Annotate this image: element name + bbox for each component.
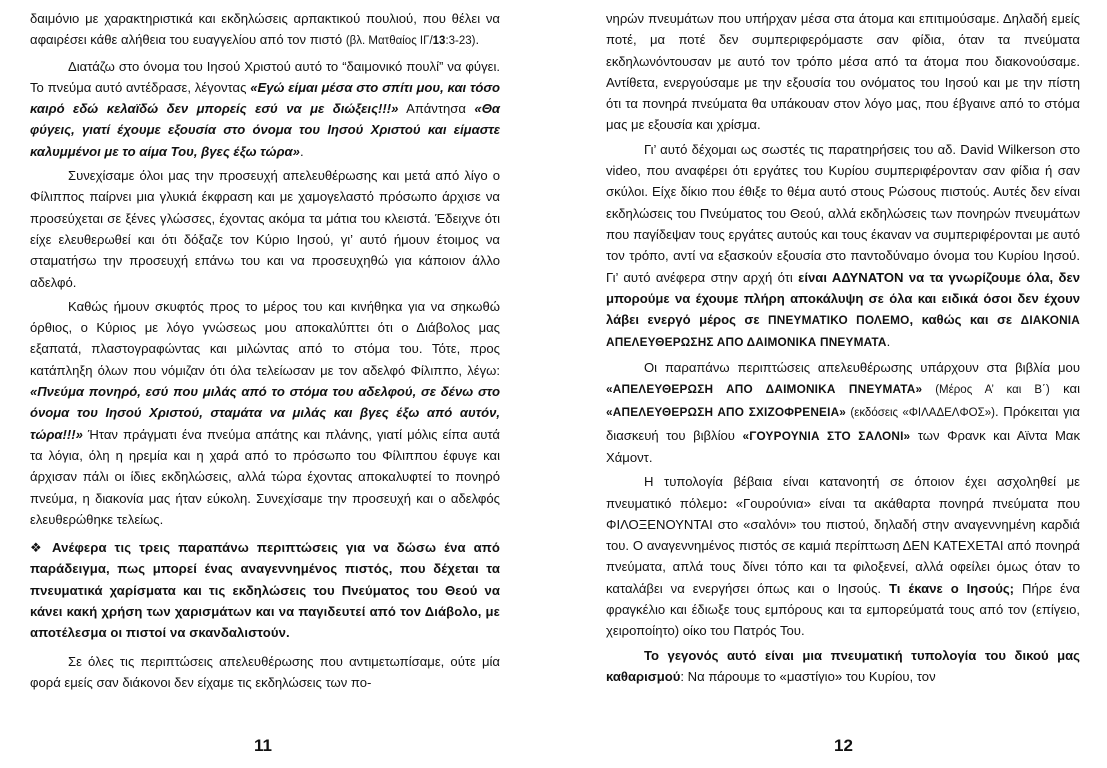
bold-text: : [723, 495, 728, 511]
text-span: Ανέφερα τις τρεις παραπάνω περιπτώσεις για να δώσω ένα από παράδειγμα, πως μπορεί ένας αναγεννημένος πιστός, που δέχεται τα πνευματικά χαρίσματα και τις εκδηλώσεις του Πνεύματος του Θεού να κάνει κακή χρήση των χαρισμάτων και να παγιδευτεί από τον Διάβολο, με αποτέλεσμα οι πιστοί να σκανδαλιστούν. [30, 540, 500, 641]
bold-text: Τι έκανε ο Ιησούς; [889, 580, 1015, 596]
small-text: (Μέρος Α’ και Β΄) [922, 384, 1050, 397]
caps-text: ΠΝΕΥΜΑΤΙΚΟ ΠΟΛΕΜΟ [768, 313, 910, 328]
diamond-bullet-icon: ❖ [30, 540, 42, 556]
text-span: . Πρόκειται για διασκευή του βιβλίου [606, 404, 1080, 443]
left-page [30, 8, 500, 693]
text-span: Πήρε ένα φραγκέλιο και έδιωξε τους εμπόρους και τα εμπορεύματά τους από τον (επίγειο, χειροποίητο) οίκο του Πατρός Του. [606, 580, 1080, 639]
text-span: δαιμόνιο με χαρακτηριστικά και εκδηλώσεις αρπακτικού πουλιού, που θέλει να αφαιρέσει κάθε αλήθεια του ευαγγελίου από τον πιστό [30, 11, 500, 48]
paragraph [30, 8, 500, 53]
spirit-quote: «Εγώ είμαι μέσα στο σπίτι μου, και τόσο καιρό εδώ κελαϊδώ δεν μπορείς εσύ να με διώξεις!!!» [30, 79, 501, 117]
paragraph [30, 296, 500, 530]
author-quote: «Θα φύγεις, γιατί έχουμε εξουσία στο όνομα του Ιησού Χριστού και είμαστε καλυμμένοι με το αίμα Του, βγες έξω τώρα» [30, 101, 501, 159]
paragraph [606, 471, 1080, 641]
text-span: . [299, 143, 304, 159]
bold-text: , καθώς και σε [909, 312, 1021, 328]
text-span: . [475, 32, 480, 48]
left-page-text [30, 8, 500, 693]
paragraph: Σε όλες τις περιπτώσεις απελευθέρωσης που αντιμετωπίσαμε, ούτε μία φορά εμείς σαν διάκονοι δεν είχαμε τις εκδηλώσεις των πο- [30, 653, 500, 690]
text-span: Διατάζω στο όνομα του Ιησού Χριστού αυτό το “δαιμονικό πουλί” να φύγει. Το πνεύμα αυτό αντέδρασε, λέγοντας [30, 58, 500, 95]
paragraph [30, 56, 500, 162]
page-number-left: 11 [254, 736, 272, 755]
text-span: Οι παραπάνω περιπτώσεις απελευθέρωσης υπάρχουν στα βιβλία μου [644, 359, 1080, 375]
text-span: : Να πάρουμε το «μαστίγιο» του Κυρίου, τον [680, 668, 936, 684]
book-title: «ΑΠΕΛΕΥΘΕΡΩΣΗ ΑΠΟ ΣΧΙΖΟΦΡΕΝΕΙΑ» [606, 405, 847, 420]
text-span: των Φρανκ και Αϊντα Μακ Χάμοντ. [606, 427, 1081, 465]
text-span: Ήταν πράγματι ένα πνεύμα απάτης και πλάνης, γιατί μόλις είπα αυτά τα λόγια, όλη η ηρεμία και η χαρά από το πρόσωπο του Φίλιππου έφυγε και άρχισαν πάλι οι ίδιες εκδηλώσεις, αλλά τώρα έχοντας αποκαλυφτεί το πονηρό πνεύμα, η διακονία μας ήταν εύκολη. Συνεχίσαμε την προσευχή και ο αδελφός ελευθερώθηκε τελείως. [30, 426, 500, 527]
paragraph: Συνεχίσαμε όλοι μας την προσευχή απελευθέρωσης και μετά από λίγο ο Φίλιππος παίρνει μια γλυκιά έκφραση και με χαμογελαστό πρόσωπο άρχισε να προσεύχεται σε ξένες γλώσσες, έχοντας ακόμα τα μάτια του κλειστά. Έδειχνε ότι είχε ελευθερωθεί και ότι δόξαζε τον Κύριο Ιησού, γι’ αυτό ήμουν έτοιμος να σταματήσω την προσευχή επάνω του και να προσευχηθώ για κάποιον άλλο αδελφό. [30, 168, 500, 290]
paragraph [606, 139, 1080, 354]
text-span: «Γουρούνια» είναι τα ακάθαρτα πονηρά πνεύματα που ΦΙΛΟΞΕΝΟΥΝΤΑΙ στο «σαλόνι» του πιστού, δηλαδή στην αναγεννημένη καρδιά του. Ο αναγεννημένος πιστός σε καμιά περίπτωση ΔΕΝ ΚΑΤΕΧΕΤΑΙ από πονηρά πνεύματα, απλά τους δίνει τόπο και τα φιλοξενεί, αλλά οφείλει όμως όταν το καταλάβει να ενεργήσει όπως και ο Ιησούς. [606, 495, 1080, 596]
text-span: Γι’ αυτό δέχομαι ως σωστές τις παρατηρήσεις του αδ. David Wilkerson στο video, που αναφέρει ότι εργάτες του Κυρίου συμπεριφέρονταν σαν φίδια ή σαν σκύλοι. Είχε δίκιο που έθιξε το θέμα αυτό στους Ρώσους πιστούς. Αυτές δεν είναι εκδηλώσεις του Πνεύματος του Θεού, αλλά εκδηλώσεις των πονηρών πνευμάτων που παγίδεψαν τους εργάτες αυτούς και τους έκαναν να συμπεριφέρονται με αυτό τον τρόπο, αντί να εξασκούν εξουσία στο παντοδύναμο όνομα του Κυρίου Ιησού. Γι’ αυτό ανέφερα στην αρχή ότι [606, 141, 1080, 285]
right-page-text [606, 8, 1080, 687]
paragraph [606, 357, 1080, 468]
book-title: «ΓΟΥΡΟΥΝΙΑ ΣΤΟ ΣΑΛΟΝΙ» [742, 428, 911, 443]
scripture-chapter: 13 [432, 35, 446, 48]
text-span: Απάντησα [398, 101, 475, 117]
text-span: . [886, 334, 891, 350]
small-text: (εκδόσεις «ΦΙΛΑΔΕΛΦΟΣ») [846, 407, 995, 420]
right-page [606, 8, 1080, 687]
page-number-right: 12 [834, 736, 853, 755]
author-quote: «Πνεύμα πονηρό, εσύ που μιλάς από το στόμα του αδελφού, σε δένω στο όνομα του Ιησού Χριστού, σταμάτα να μιλάς και βγες έξω από αυτόν, τώρα!!!» [30, 384, 500, 442]
paragraph: νηρών πνευμάτων που υπήρχαν μέσα στα άτομα και επιτιμούσαμε. Δηλαδή εμείς ποτέ, μα ποτέ δεν συμπεριφερόμαστε σαν φίδια, όταν τα πνεύματα εκδηλωνόντουσαν με αυτό τον τρόπο μέσα από τα άτομα που διακονούσαμε. Αντίθετα, ενεργούσαμε με την εξουσία του ονόματος του Ιησού και με την πίστη ότι τα πονηρά πνεύματα θα υπάκουαν στον λόγο μας, που έβγαινε από το στόμα μας με εξουσία και χρίσμα. [606, 11, 1080, 133]
text-span: Η τυπολογία βέβαια είναι κατανοητή σε όποιον έχει ασχοληθεί με πνευματικό πόλεμο [606, 474, 1080, 511]
text-span: και [1049, 381, 1080, 397]
book-title: «ΑΠΕΛΕΥΘΕΡΩΣΗ ΑΠΟ ΔΑΙΜΟΝΙΚΑ ΠΝΕΥΜΑΤΑ» [606, 382, 923, 397]
caps-text: ΔΙΑΚΟΝΙΑ ΑΠΕΛΕΥΘΕΡΩΣΗΣ ΑΠΟ ΔΑΙΜΟΝΙΚΑ ΠΝΕΥΜΑΤΑ [606, 313, 1080, 350]
scripture-verses: :3-23) [445, 35, 476, 48]
bold-text: Το γεγονός αυτό είναι μια πνευματική τυπολογία του δικού μας καθαρισμού [606, 647, 1080, 684]
scripture-reference: (βλ. Ματθαίος ΙΓ/ [345, 35, 433, 48]
highlighted-paragraph [30, 537, 500, 643]
paragraph [606, 645, 1080, 688]
text-span: Καθώς ήμουν σκυφτός προς το μέρος του και κινήθηκα για να σηκωθώ όρθιος, ο Κύριος με λόγο γνώσεως μου αποκαλύπτει ότι ο Διάβολος μας εξαπατά, πλαστογραφώντας και μιλώντας από το στόμα του. Τότε, προς κατάπληξη όλων που νόμιζαν ότι όλα τελείωσαν με τον αδελφό Φίλιππο, λέγω: [30, 298, 500, 378]
bold-text: είναι ΑΔΥΝΑΤΟΝ να τα γνωρίζουμε όλα, δεν μπορούμε να έχουμε πλήρη αποκάλυψη σε όλα και ειδικά όσοι δεν έχουν λάβει ενεργό μέρος σε [606, 269, 1080, 328]
